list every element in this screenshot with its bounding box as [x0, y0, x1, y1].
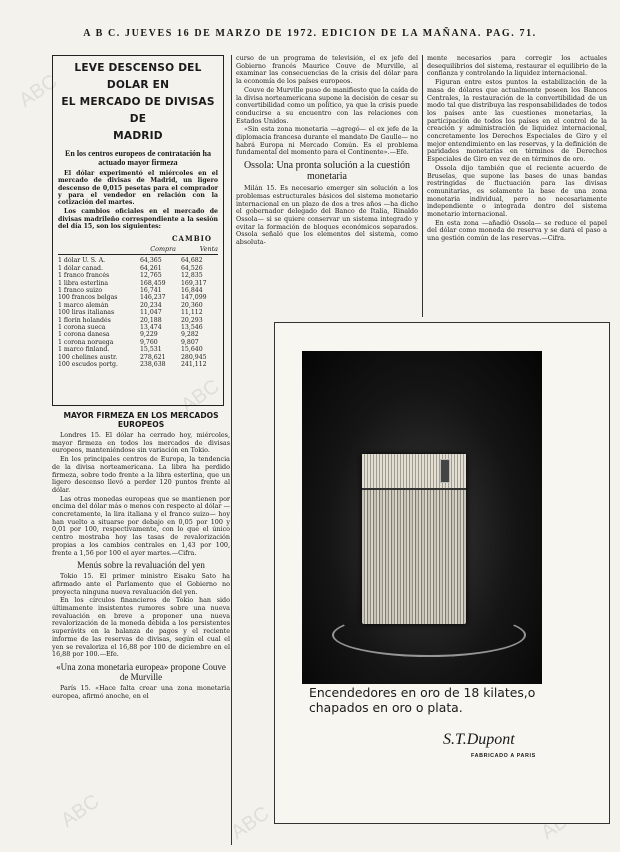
rate-row — [58, 324, 218, 331]
headline-line: MADRID — [113, 130, 163, 142]
paragraph: Ossola dijo también que el reciente acuerdo de Bruselas, que supone las bases de unas bandas restringidas de fluctuación para las divisas comunitarias, es solamente la base de una zona monetaria individual, pero no necesariamente independiente o integrada dentro del sistema monetario internacional. — [427, 163, 607, 219]
rate-compra: 20,234 — [140, 301, 162, 309]
box-lead: El dólar experimentó el miércoles en el mercado de divisas de Madrid, un ligero descenso de 0,015 pesetas para el comprador y para el vendedor en relación con la cotización del martes. — [58, 170, 218, 207]
currency-name: 1 corona danesa — [58, 331, 110, 339]
rate-compra: 9,760 — [140, 338, 158, 346]
currency-name: 1 marco alemán — [58, 301, 109, 309]
brand-signature: S.T.Dupont — [443, 731, 515, 748]
rate-venta: 16,844 — [181, 287, 203, 294]
paragraph: Tokio 15. El primer ministro Eisaku Sato ha afirmado ante el Parlamento que el Gobierno no proyecta ninguna nueva revaluación del yen. — [52, 572, 230, 596]
column-compra: Compra — [150, 245, 176, 254]
headline-zona-monetaria: «Una zona monetaria europea» propone Couve de Murville — [56, 661, 226, 682]
rate-row — [58, 346, 218, 353]
currency-name: 100 liras italianas — [58, 309, 115, 317]
paragraph: Couve de Murville puso de manifiesto que la caída de la divisa norteamericana supone la decisión de cesar su convertibilidad como un político, ya que la crisis puede conducirse a su encuentro con las relaciones con Estados Unidos. — [236, 85, 418, 125]
rate-venta: 9,807 — [181, 338, 199, 346]
paragraph: París 15. «Hace falta crear una zona monetaria europea, afirmó anoche, en el — [52, 683, 230, 700]
rate-compra: 238,638 — [140, 361, 166, 369]
rate-venta: 13,546 — [181, 324, 203, 332]
rate-compra: 9,229 — [140, 331, 158, 339]
rates-table — [58, 257, 218, 368]
rate-venta: 9,282 — [181, 331, 199, 339]
rate-row — [58, 257, 218, 264]
rate-venta: 280,945 — [181, 353, 207, 361]
paragraph: curso de un programa de televisión, el ex jefe del Gobierno francés Maurice Couve de Murville, al examinar las consecuencias de la crisis del dólar para la economía de los países europeos. — [236, 55, 418, 86]
ad-line-1: Encendedores en oro de 18 kilates,o — [309, 685, 536, 700]
currency-name: 1 libra esterlina — [58, 279, 109, 287]
currency-name: 1 florín holandés — [58, 316, 111, 324]
rate-venta: 11,112 — [181, 309, 203, 317]
paragraph: Londres 15. El dólar ha cerrado hoy, miércoles, mayor firmeza en todos los mercados de divisas europeos, manteniéndose sin variación en Tokio. — [52, 431, 230, 455]
currency-name: 100 chelines austr. — [58, 353, 118, 361]
dupont-advertisement — [274, 322, 610, 824]
headline-yen: Menús sobre la revaluación del yen — [77, 560, 205, 571]
paragraph: Milán 15. Es necesario emerger sin solución a los problemas estructurales básicos del sistema monetario internacional en un plazo de dos a tres años —ha dicho el gobernador delegado del Banco de Italia, Rinaldo Ossola— si se quiere conservar un sistema integrado y evitar la formación de bloques económicos separados. Ossola señaló que los elementos del sistema, como absoluta- — [236, 184, 418, 247]
rate-venta: 241,112 — [181, 361, 207, 369]
rate-row — [58, 339, 218, 346]
paragraph: En los principales centros de Europa, la tendencia de la divisa norteamericana. La libra ha perdido firmeza, sobre todo frente a la libra esterlina, que un ligero descenso llevó a perder 120 puntos frente al dólar. — [52, 455, 230, 494]
rate-row — [58, 272, 218, 279]
column-3 — [427, 55, 607, 317]
rate-compra: 16,741 — [140, 287, 162, 294]
headline-mayor-firmeza: MAYOR FIRMEZA EN LOS MERCADOS EUROPEOS — [63, 411, 219, 429]
lighter-lid — [362, 454, 466, 490]
rate-venta: 64,682 — [181, 257, 203, 265]
lighter-flint — [440, 459, 450, 483]
currency-name: 1 dólar U. S. A. — [58, 257, 106, 265]
rate-compra: 278,621 — [140, 353, 166, 361]
currency-name: 1 franco suizo — [58, 287, 103, 294]
column-rule — [231, 55, 232, 845]
page-header: A B C. JUEVES 16 DE MARZO DE 1972. EDICION DE LA MAÑANA. PAG. 71. — [83, 28, 537, 39]
currency-name: 1 dólar canad. — [58, 264, 103, 272]
rate-compra: 146,237 — [140, 294, 166, 302]
currency-name: 1 corona noruega — [58, 338, 114, 346]
headline-ossola: Ossola: Una pronta solución a la cuestión monetaria — [243, 160, 411, 183]
column-1 — [52, 408, 230, 848]
cambio-columns — [58, 245, 218, 255]
rate-compra: 15,531 — [140, 346, 162, 354]
box-subhead: En los centros europeos de contratación ha actuado mayor firmeza — [65, 149, 211, 167]
ad-copy — [309, 685, 599, 715]
headline-box — [52, 55, 224, 406]
paragraph: mente necesarios para corregir los actuales desequilibrios del sistema, restaurar el equilibrio de la confianza y controlando la liquidez internacional. — [427, 55, 607, 78]
rate-compra: 13,474 — [140, 324, 162, 332]
brand-subtitle: FABRICADO A PARIS — [471, 753, 536, 759]
rate-venta: 64,526 — [181, 264, 203, 272]
rate-compra: 168,459 — [140, 279, 166, 287]
rate-row — [58, 354, 218, 361]
rate-row — [58, 361, 218, 368]
paragraph: En los círculos financieros de Tokio han sido últimamente insistentes rumores sobre una nueva revaluación en breve a proponer una nueva revalorización de la moneda debida a los persistentes superávits en la balanza de pagos y el reciente informe de las reservas de divisas, según el cual el yen se revaloriza el 16,88 por 100 de diciembre en el 16,88 por 100.—Efe. — [52, 596, 230, 659]
rate-row — [58, 317, 218, 324]
light-reflection — [332, 613, 526, 657]
ad-photo — [302, 351, 542, 684]
rate-venta: 20,293 — [181, 316, 203, 324]
rate-venta: 169,317 — [181, 279, 207, 287]
rate-row — [58, 294, 218, 301]
rate-compra: 64,365 — [140, 257, 162, 265]
rate-row — [58, 265, 218, 272]
paragraph: Las otras monedas europeas que se mantienen por encima del dólar más o menos con respecto al dólar —concretamente, la lira italiana y el franco suizo— hoy han vuelto a situarse por debajo en 0,05 por 100 y 0,01 por 100, respectivamente, con lo que el único centro mostraba hoy las tasas de revalorización propias a los cambios centrales en 1,43 por 100, frente a 1,56 por 100 el ayer martes.—Cifra. — [52, 494, 230, 557]
watermark: ABC — [15, 70, 62, 112]
rate-venta: 20,360 — [181, 301, 203, 309]
currency-name: 1 franco francés — [58, 272, 110, 280]
paragraph: Figuran entre estos puntos la estabilización de la masa de dólares que actualmente poseen los Bancos Centrales, la restauración de la convertibilidad de un modo tal que distribuya las responsabilidades de todos los países ante las cuestiones monetarias, la participación de todos los países en el control de la creación y administración de liquidez internacional, concretamente los Derechos Especiales de Giro y el mejor entendimiento en las reservas, y la definición de paridades monetarias en términos de Derechos Especiales de Giro en vez de en términos de oro. — [427, 78, 607, 164]
column-2 — [236, 55, 418, 317]
rate-venta: 15,640 — [181, 346, 203, 354]
box-lead: Los cambios oficiales en el mercado de divisas madrileño correspondiente a la sesión del día 15, son los siguientes: — [58, 208, 218, 231]
rate-row — [58, 331, 218, 338]
ad-line-2: chapados en oro o plata. — [309, 700, 463, 715]
paragraph: «Sin esta zona monetaria —agregó— el ex jefe de la diplomacia francesa durante el mandato De Gaulle— no habrá Europa ni Mercado Común. Es el problema fundamental del momento para el Continente».—Efe. — [236, 125, 418, 157]
box-headline — [58, 60, 218, 145]
rate-compra: 64,261 — [140, 264, 162, 272]
paragraph: En esta zona —añadió Ossola— se reduce el papel del dólar como moneda de reserva y se dará el paso a una gestión común de las reservas.—Cifra. — [427, 218, 607, 243]
rate-venta: 147,099 — [181, 294, 207, 302]
rate-row — [58, 287, 218, 294]
watermark: ABC — [57, 790, 104, 832]
currency-name: 100 escudos portg. — [58, 361, 118, 369]
column-rule — [422, 55, 423, 317]
rate-compra: 11,047 — [140, 309, 162, 317]
cambio-label: CAMBIO — [171, 234, 212, 244]
rate-compra: 20,188 — [140, 316, 162, 324]
rate-row — [58, 302, 218, 309]
column-venta: Venta — [199, 245, 218, 254]
currency-name: 100 francos belgas — [58, 294, 118, 302]
headline-line: EL MERCADO DE DIVISAS DE — [61, 96, 215, 125]
rate-row — [58, 280, 218, 287]
currency-name: 1 marco finland. — [58, 346, 110, 354]
watermark: ABC — [177, 375, 224, 417]
rate-row — [58, 309, 218, 316]
headline-line: LEVE DESCENSO DEL DOLAR EN — [74, 62, 202, 91]
watermark: ABC — [227, 802, 274, 844]
rate-venta: 12,835 — [181, 272, 203, 280]
currency-name: 1 corona sueca — [58, 324, 106, 332]
rate-compra: 12,765 — [140, 272, 162, 280]
